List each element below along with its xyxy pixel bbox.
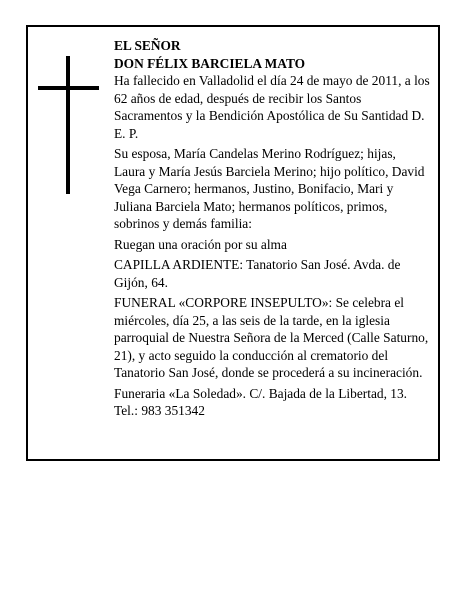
family-list: Su esposa, María Candelas Merino Rodríguez; hijas, Laura y María Jesús Barciela Merino; hijo político, David Vega Carnero; hermanos, Justino, Bonifacio, Mari y Juliana Barciela Mato; hermanos políticos, primos, sobrinos y demás familia: xyxy=(114,146,425,231)
prayer-request: Ruegan una oración por su alma xyxy=(114,236,287,252)
death-announcement: Ha fallecido en Valladolid el día 24 de mayo de 2011, a los 62 años de edad, después de recibir los Santos Sacramentos y la Bendición Apostólica de Su Santidad D. E. P. xyxy=(114,73,430,141)
deceased-name: DON FÉLIX BARCIELA MATO xyxy=(114,55,306,71)
funeral-details: FUNERAL «CORPORE INSEPULTO»: Se celebra el miércoles, día 25, a las seis de la tarde, en la iglesia parroquial de Nuestra Señora de la Merced (Calle Saturno, 21), y acto seguido la conducción al crematorio del Tanatorio San José, donde se procederá a su incineración. xyxy=(114,295,429,380)
cross-icon-horizontal-bar xyxy=(38,86,99,90)
cross-icon-vertical-bar xyxy=(66,56,70,194)
wake-location: CAPILLA ARDIENTE: Tanatorio San José. Avda. de Gijón, 64. xyxy=(114,257,401,290)
title-line-1: EL SEÑOR xyxy=(114,38,181,53)
funeral-home: Funeraria «La Soledad». C/. Bajada de la Libertad, 13. Tel.: 983 351342 xyxy=(114,385,408,418)
obituary-text xyxy=(114,37,430,423)
